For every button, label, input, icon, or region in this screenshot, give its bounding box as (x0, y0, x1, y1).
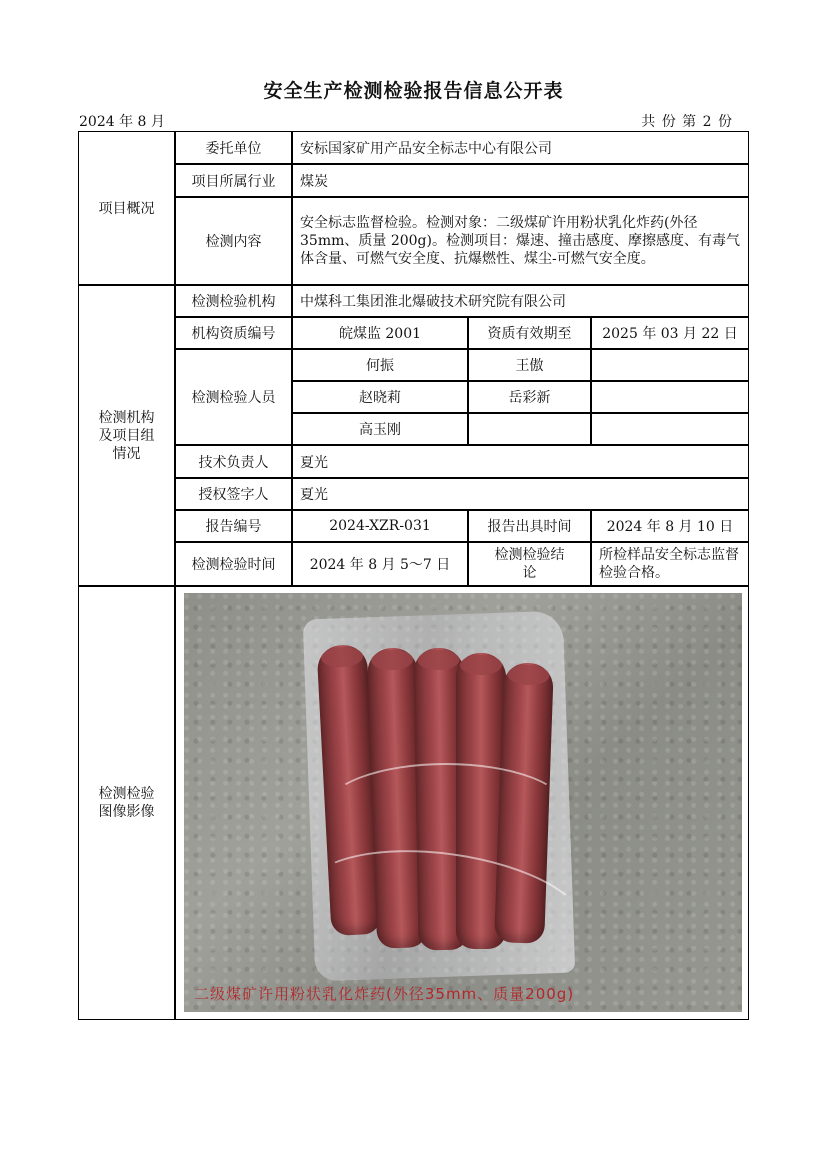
staff-empty-cell (591, 413, 749, 445)
staff-member: 何振 (292, 349, 468, 381)
sample-photo (184, 593, 742, 1012)
report-label: 报告编号 (175, 510, 292, 542)
valid-label: 资质有效期至 (468, 317, 591, 349)
issue-label: 报告出具时间 (468, 510, 591, 542)
section-image-label: 检测检验图像影像 (78, 586, 175, 1020)
time-value: 2024 年 8 月 5～7 日 (292, 542, 468, 586)
sign-label: 授权签字人 (175, 478, 292, 510)
staff-empty-cell (591, 381, 749, 413)
conclusion-label: 检测检验结论 (468, 542, 591, 586)
org-label: 检测检验机构 (175, 285, 292, 317)
industry-value: 煤炭 (292, 164, 749, 197)
staff-member: 岳彩新 (468, 381, 591, 413)
report-date: 2024 年 8 月 (79, 114, 165, 130)
report-value: 2024-XZR-031 (292, 510, 468, 542)
copy-count: 共 份 第 2 份 (641, 114, 733, 130)
photo-caption: 二级煤矿许用粉状乳化炸药(外径35mm、质量200g) (194, 985, 575, 1003)
client-label: 委托单位 (175, 131, 292, 164)
industry-label: 项目所属行业 (175, 164, 292, 197)
page-title: 安全生产检测检验报告信息公开表 (263, 80, 564, 102)
client-value: 安标国家矿用产品安全标志中心有限公司 (292, 131, 749, 164)
org-value: 中煤科工集团淮北爆破技术研究院有限公司 (292, 285, 749, 317)
time-label: 检测检验时间 (175, 542, 292, 586)
staff-label: 检测检验人员 (175, 349, 292, 445)
issue-value: 2024 年 8 月 10 日 (591, 510, 749, 542)
bag-reflection (324, 763, 568, 857)
conclusion-value: 所检样品安全标志监督检验合格。 (591, 542, 749, 586)
staff-member: 王傲 (468, 349, 591, 381)
staff-member: 赵晓莉 (292, 381, 468, 413)
cert-value: 皖煤监 2001 (292, 317, 468, 349)
content-label: 检测内容 (175, 197, 292, 285)
sign-value: 夏光 (292, 478, 749, 510)
cert-label: 机构资质编号 (175, 317, 292, 349)
staff-empty-cell (468, 413, 591, 445)
content-value: 安全标志监督检验。检测对象：二级煤矿许用粉状乳化炸药(外径 35mm、质量 200g)。检测项目：爆速、撞击感度、摩擦感度、有毒气体含量、可燃气安全度、抗爆燃性、煤尘-可燃气安全度。 (292, 197, 749, 285)
tech-label: 技术负责人 (175, 445, 292, 478)
section-overview-label: 项目概况 (78, 131, 175, 285)
valid-value: 2025 年 03 月 22 日 (591, 317, 749, 349)
staff-empty-cell (591, 349, 749, 381)
tech-value: 夏光 (292, 445, 749, 478)
section-agency-label: 检测机构及项目组情况 (78, 285, 175, 586)
staff-member: 高玉刚 (292, 413, 468, 445)
